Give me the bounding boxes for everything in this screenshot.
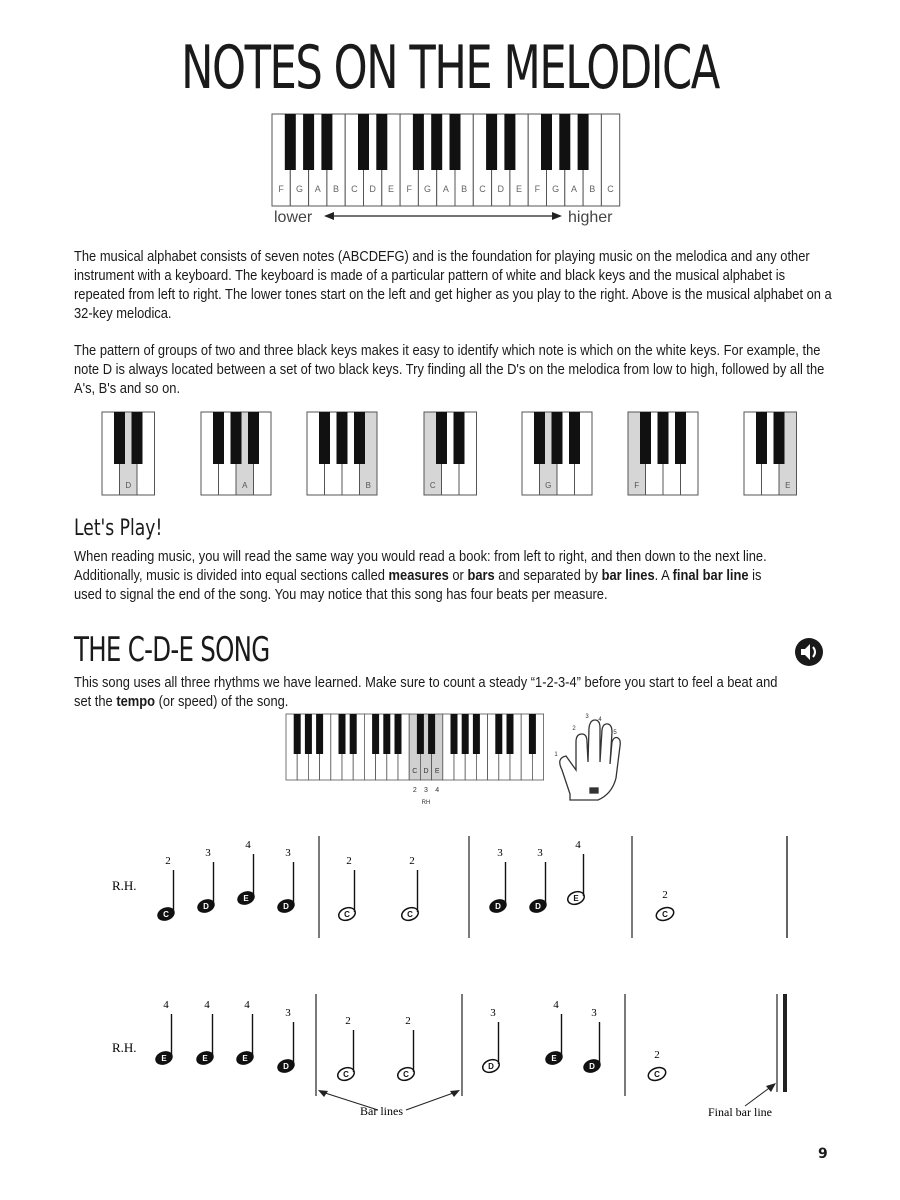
key-letter: E [387,184,394,194]
finger-number: 3 [591,1007,597,1019]
intro-paragraph-2: The pattern of groups of two and three black keys makes it easy to identify which note is which on the white keys. For example, the note D is always located between a set of two black keys. Try finding all the D's on the melodica from low to high, followed by all the A's, B's and so on. [74,342,825,397]
bar-lines-arrow [406,1092,456,1110]
key-letter: C [479,184,486,194]
note-letter: E [243,894,249,903]
finger-number: 3 [537,847,543,859]
finger-number: 2 [346,855,352,867]
mini-key-letter: G [545,481,552,490]
finger-number: 2 [409,855,415,867]
note-letter: C [344,910,350,919]
mini-keyboard-c [424,412,477,495]
note-letter: E [551,1054,557,1063]
note-quarter [154,999,174,1067]
mini-key-letter: E [785,481,791,490]
intro-paragraph-1: The musical alphabet consists of seven notes (ABCDEFG) and is the foundation for playing music on the melodica and any other instrument with a keyboard. The keyboard is made of a particular pattern of white and black keys and the musical alphabet is repeated from left to right. The lower tones start on the left and get higher as you play to the right. Above is the musical alphabet on a 32-key melodica. [74,248,832,322]
black-key [285,114,296,170]
note-whole [646,1049,667,1083]
higher-label: higher [568,209,613,226]
key-letter: G [424,184,432,194]
key-letter: D [369,184,376,194]
key-letter: D [497,184,504,194]
mini-keyboard-d [102,412,155,495]
hand-finger-number: 5 [613,730,617,736]
arrow-left-icon [324,212,334,220]
hand-position-diagram [284,712,624,822]
key-letter: C [351,184,358,194]
key-letter: E [516,184,523,194]
black-key [413,114,424,170]
hand-finger-number: 2 [572,726,576,732]
mini-keyboard-b [307,412,377,495]
hand-key-letter: C [412,768,418,775]
hand-key-letter: D [423,768,429,775]
lets-play-text [74,547,833,604]
note-quarter [156,855,176,923]
key-letter: G [552,184,560,194]
key-letter: B [589,184,596,194]
key-letter: A [442,184,449,194]
mini-key-letter: B [365,481,371,490]
key-letter: F [406,184,412,194]
song-description: This song uses all three rhythms we have learned. Make sure to count a steady “1-2-3-4” before you start to feel a beat and set the tempo (or speed) of the song. [74,674,778,710]
lets-play-line-3: used to signal the end of the song. You may notice that this song has four beats per measure. [74,586,608,603]
note-letter: C [403,1070,409,1079]
finger-number: 4 [204,999,210,1011]
hand-finger-number: 3 [585,714,589,720]
finger-number: 3 [497,847,503,859]
mini-key-letter: D [125,481,132,490]
black-key [321,114,332,170]
note-half [400,855,420,923]
note-half [481,1007,501,1075]
black-key [541,114,552,170]
finger-number: 2 [412,787,417,794]
note-quarter [276,1007,296,1075]
staff-label: R.H. [112,1040,137,1055]
song-title: THE C-D-E SONG [74,630,270,670]
black-key [486,114,497,170]
finger-number: 2 [662,889,668,901]
key-letter: G [295,184,303,194]
finger-number: 4 [163,999,169,1011]
note-quarter [582,1007,602,1075]
note-letter: E [242,1054,248,1063]
key-letter: F [278,184,284,194]
finger-number: 2 [345,1015,351,1027]
black-key [376,114,387,170]
note-letter: C [407,910,413,919]
finger-number: 2 [165,855,171,867]
black-key [559,114,570,170]
note-letter: C [662,910,668,919]
mini-key-letter: C [429,481,436,490]
note-letter: D [283,902,289,911]
note-half [336,1015,356,1083]
hand-key-letter: E [434,768,440,775]
note-quarter [276,847,296,915]
finger-number: 2 [405,1015,411,1027]
finger-number: 2 [654,1049,660,1061]
lets-play-heading: Let's Play! [74,516,163,541]
note-letter: E [202,1054,208,1063]
finger-number: 3 [285,1007,291,1019]
mini-keyboard-a [201,412,271,495]
note-quarter [235,999,255,1067]
note-quarter [544,999,564,1067]
note-letter: D [488,1062,494,1071]
hand-finger-number: 1 [554,752,558,758]
mini-keyboards [90,410,810,500]
hand-label: RH [421,800,431,806]
final-bar-line-arrow [745,1086,772,1106]
note-quarter [236,839,256,907]
mini-key-letter: A [242,481,248,490]
black-key [504,114,515,170]
finger-number: 4 [553,999,559,1011]
lower-label: lower [274,209,313,226]
key-letter: A [570,184,577,194]
black-key [303,114,314,170]
main-keyboard [270,112,626,232]
note-letter: C [163,910,169,919]
note-whole [654,889,675,923]
note-letter: C [343,1070,349,1079]
note-letter: D [283,1062,289,1071]
finger-number: 4 [245,839,251,851]
mini-keyboard-g [522,412,592,495]
finger-number: 4 [244,999,250,1011]
key-letter: F [534,184,541,194]
black-key [578,114,589,170]
mini-key-letter: F [634,481,640,490]
note-letter: E [161,1054,167,1063]
key-letter: B [461,184,468,194]
note-letter: D [203,902,209,911]
finger-number: 4 [575,839,581,851]
page-title: NOTES ON THE MELODICA [181,33,719,103]
note-letter: D [535,902,541,911]
black-key [450,114,461,170]
mini-keyboard-f [628,412,698,495]
arrow-right-icon [552,212,562,220]
note-quarter [195,999,215,1067]
key-letter: B [333,184,340,194]
mini-keyboard-e [744,412,797,495]
lets-play-line-1: When reading music, you will read the same way you would read a book: from left to right, and then down to the next line. [74,548,767,565]
hand-icon [560,720,621,800]
finger-number: 3 [490,1007,496,1019]
finger-number: 3 [424,787,428,794]
note-letter: C [654,1070,660,1079]
black-key [358,114,369,170]
key-letter: A [314,184,321,194]
note-quarter [528,847,548,915]
note-quarter [196,847,216,915]
note-half [396,1015,416,1083]
note-half [566,839,586,907]
finger-number: 3 [285,847,291,859]
black-key [431,114,442,170]
note-letter: E [573,894,579,903]
final-bar-line-label: Final bar line [708,1105,772,1119]
note-letter: D [589,1062,595,1071]
note-half [337,855,357,923]
finger-number: 3 [205,847,211,859]
hand-finger-number: 4 [598,717,602,723]
key-letter: C [607,184,614,194]
page-number: 9 [818,1146,828,1162]
speaker-icon[interactable] [793,636,825,668]
staff-label: R.H. [112,878,137,893]
bar-lines-label: Bar lines [360,1104,403,1118]
finger-number: 4 [435,787,440,794]
note-quarter [488,847,508,915]
song-notation [100,830,820,1130]
note-letter: D [495,902,501,911]
lets-play-line-2: Additionally, music is divided into equal sections called measures or bars and separated by bar lines. A final bar line is [74,567,762,584]
